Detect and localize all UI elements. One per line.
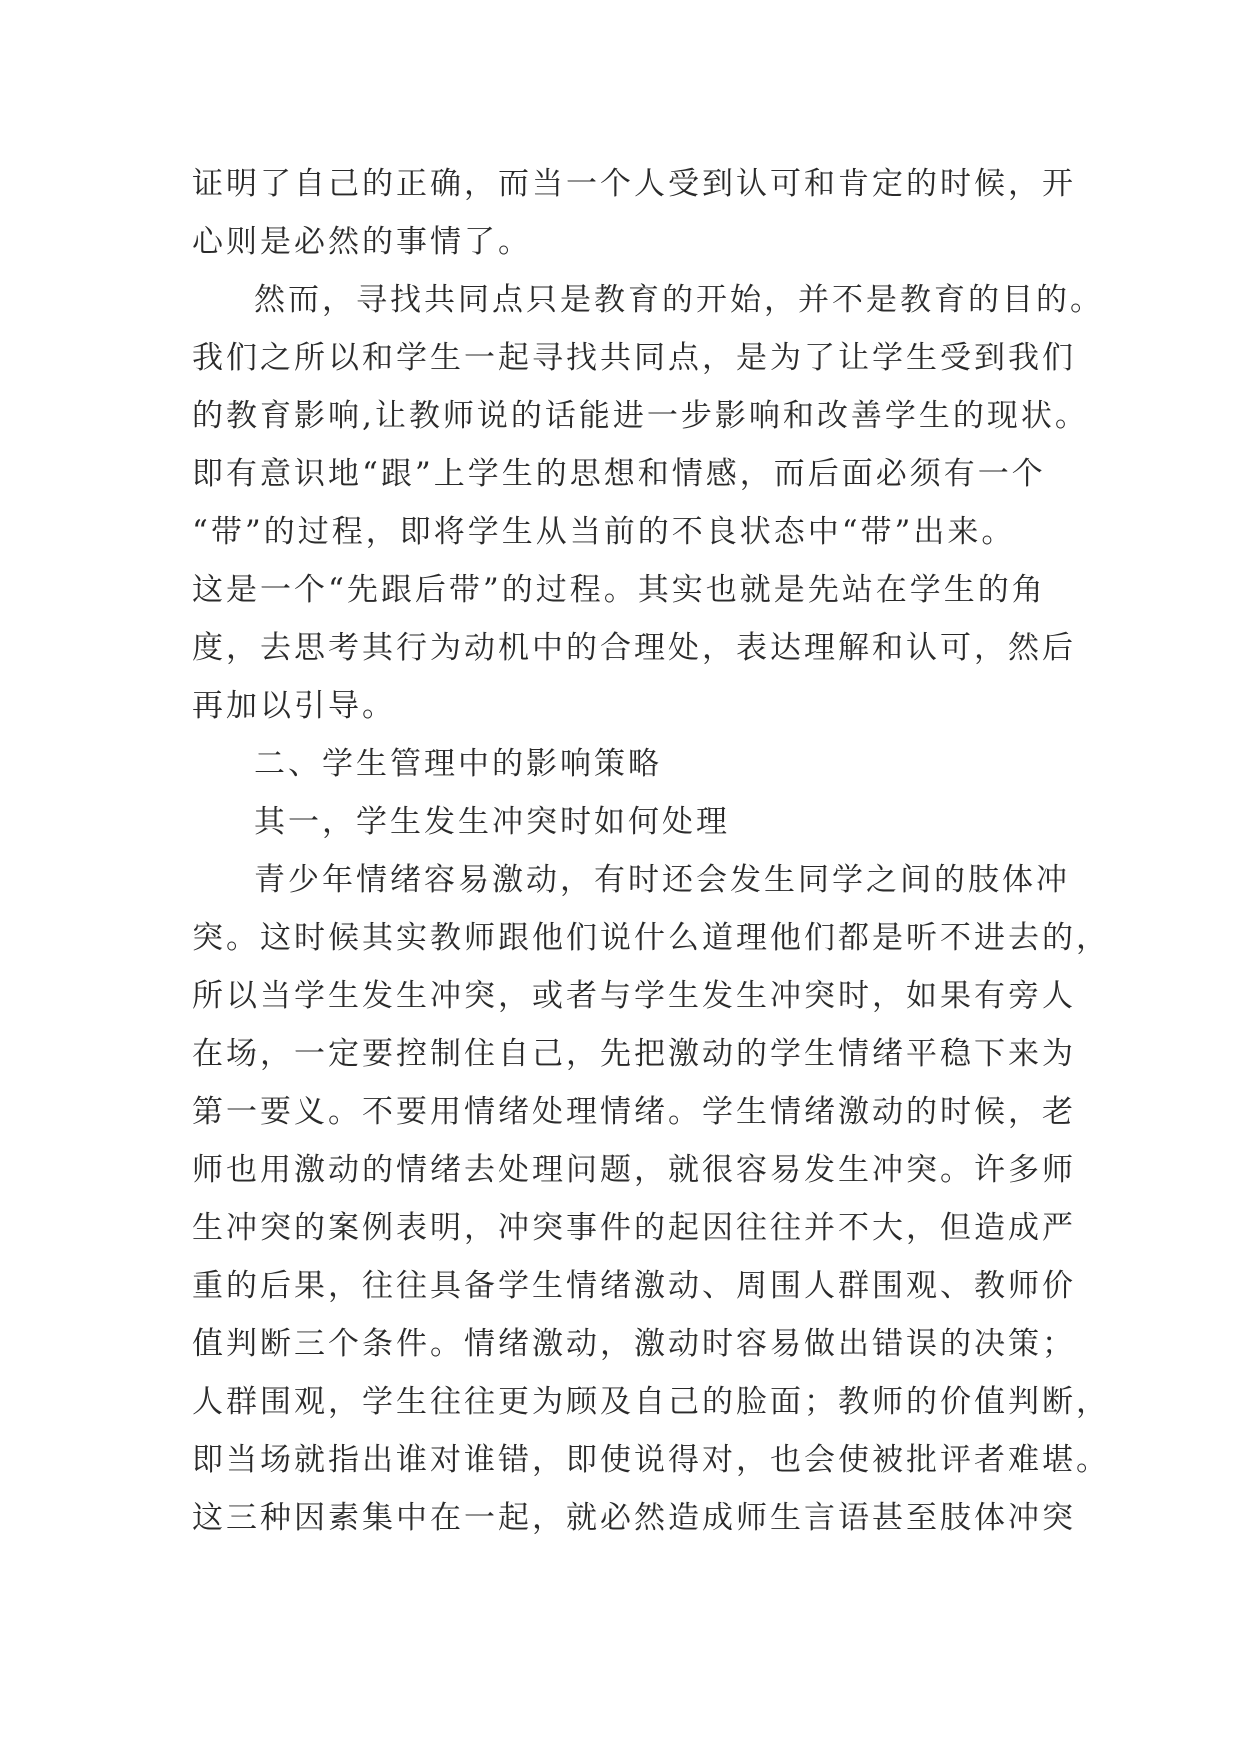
text-line: “带”的过程，即将学生从当前的不良状态中“带”出来。 [192, 514, 1016, 550]
text-line: 突。这时候其实教师跟他们说什么道理他们都是听不进去的， [192, 920, 1110, 956]
text-line: 人群围观，学生往往更为顾及自己的脸面；教师的价值判断， [192, 1384, 1110, 1420]
text-line: 师也用激动的情绪去处理问题，就很容易发生冲突。许多师 [192, 1152, 1076, 1188]
paragraph-first-line: 然而，寻找共同点只是教育的开始，并不是教育的目的。 [254, 282, 1104, 318]
text-line: 再加以引导。 [192, 688, 396, 724]
text-line: 心则是必然的事情了。 [192, 224, 532, 260]
text-line: 重的后果，往往具备学生情绪激动、周围人群围观、教师价 [192, 1268, 1076, 1304]
text-line: 度，去思考其行为动机中的合理处，表达理解和认可，然后 [192, 630, 1076, 666]
text-line: 这三种因素集中在一起，就必然造成师生言语甚至肢体冲突 [192, 1500, 1076, 1536]
text-line: 在场，一定要控制住自己，先把激动的学生情绪平稳下来为 [192, 1036, 1076, 1072]
text-line: 所以当学生发生冲突，或者与学生发生冲突时，如果有旁人 [192, 978, 1076, 1014]
text-line: 我们之所以和学生一起寻找共同点，是为了让学生受到我们 [192, 340, 1076, 376]
text-line: 这是一个“先跟后带”的过程。其实也就是先站在学生的角 [192, 572, 1046, 608]
subsection-heading: 其一，学生发生冲突时如何处理 [254, 804, 730, 840]
text-line: 值判断三个条件。情绪激动，激动时容易做出错误的决策； [192, 1326, 1076, 1362]
text-line: 即有意识地“跟”上学生的思想和情感，而后面必须有一个 [192, 456, 1046, 492]
text-line: 证明了自己的正确，而当一个人受到认可和肯定的时候，开 [192, 166, 1076, 202]
paragraph-first-line: 青少年情绪容易激动，有时还会发生同学之间的肢体冲 [254, 862, 1070, 898]
text-line: 即当场就指出谁对谁错，即使说得对，也会使被批评者难堪。 [192, 1442, 1110, 1478]
text-line: 生冲突的案例表明，冲突事件的起因往往并不大，但造成严 [192, 1210, 1076, 1246]
section-heading: 二、学生管理中的影响策略 [254, 746, 662, 782]
text-line: 第一要义。不要用情绪处理情绪。学生情绪激动的时候，老 [192, 1094, 1076, 1130]
text-line: 的教育影响,让教师说的话能进一步影响和改善学生的现状。 [192, 398, 1089, 434]
